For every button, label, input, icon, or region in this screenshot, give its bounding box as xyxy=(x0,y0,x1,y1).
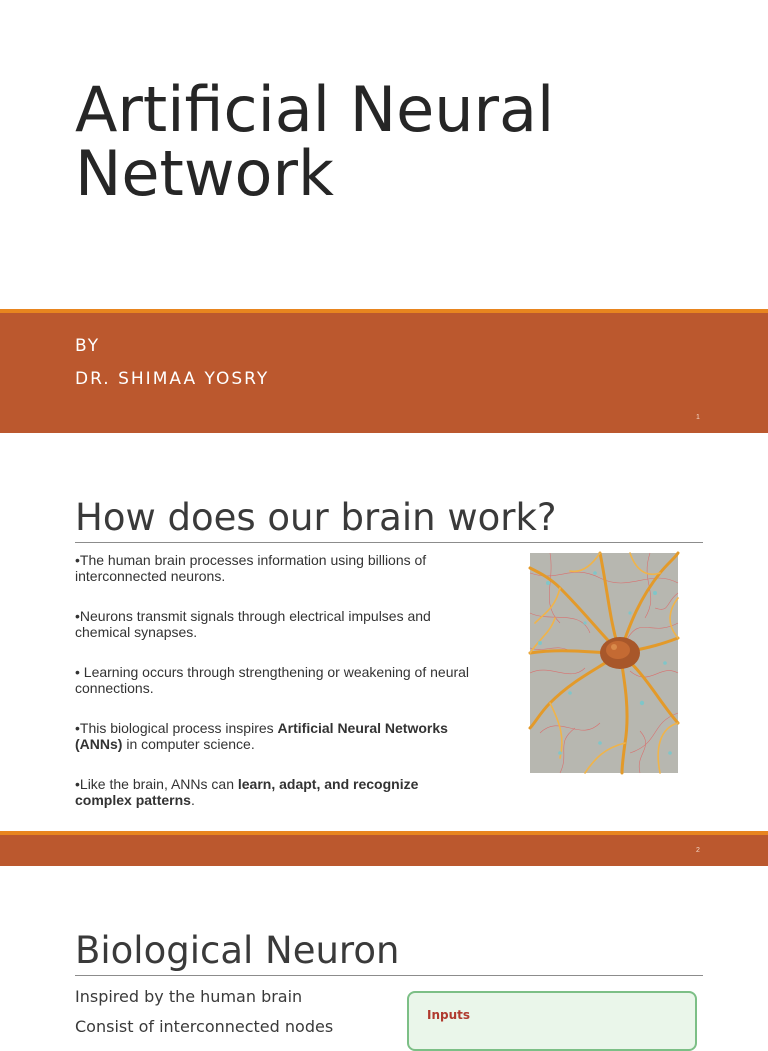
neuron-illustration xyxy=(530,553,678,773)
bullet-emphasis: learn, adapt, and recognize complex patterns xyxy=(75,776,419,808)
neuron-illustration-svg xyxy=(530,553,678,773)
bullet-text: in computer science. xyxy=(122,736,255,752)
bullet-item: •The human brain processes information using billions of interconnected neurons. xyxy=(75,552,427,584)
slide1-author: DR. SHIMAA YOSRY xyxy=(75,369,270,389)
slide2-bullet-list xyxy=(75,552,475,832)
slide3-title: Biological Neuron xyxy=(75,929,400,972)
slide2-title-rule xyxy=(75,542,703,543)
bullet-text: . xyxy=(190,792,195,808)
slide1-title xyxy=(75,73,735,210)
bullet-item: •Neurons transmit signals through electrical impulses and chemical synapses. xyxy=(75,608,431,640)
slide2-number: 2 xyxy=(696,847,700,854)
slide3-title-rule xyxy=(75,975,703,976)
slide2-title: How does our brain work? xyxy=(75,496,557,539)
bullet-item: • Learning occurs through strengthening or weakening of neural connections. xyxy=(75,664,470,696)
bullet-item xyxy=(75,720,475,752)
inputs-label: Inputs xyxy=(427,1008,471,1022)
slide1-title-line1: Artificial Neural xyxy=(75,73,555,146)
slide3-line1: Inspired by the human brain xyxy=(75,987,303,1006)
inputs-diagram-box xyxy=(407,991,697,1051)
bullet-emphasis: Artificial Neural Networks (ANNs) xyxy=(75,720,448,752)
slide2-footer-band xyxy=(0,831,768,866)
slide3-text xyxy=(75,985,333,1045)
slide1-by-label: BY xyxy=(75,336,101,356)
slide3-line2: Consist of interconnected nodes xyxy=(75,1017,334,1036)
bullet-text: •Like the brain, ANNs can xyxy=(75,776,238,792)
bullet-text: •This biological process inspires xyxy=(75,720,278,736)
slide1-number: 1 xyxy=(696,414,700,421)
bullet-item xyxy=(75,776,475,808)
slide1-title-line2: Network xyxy=(75,137,334,210)
slide1-author-block xyxy=(75,330,269,396)
